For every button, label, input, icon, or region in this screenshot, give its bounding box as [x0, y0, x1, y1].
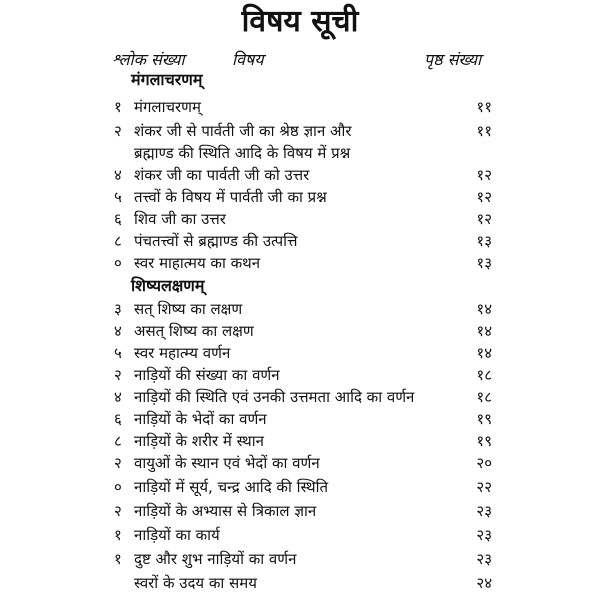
toc-serial: ६ — [114, 410, 122, 428]
toc-subject: मंगलाचरणम् — [134, 98, 201, 116]
toc-serial: २ — [114, 122, 122, 140]
toc-serial: १ — [114, 98, 122, 116]
toc-page-number: ११ — [476, 122, 492, 140]
toc-page-number: १३ — [476, 232, 492, 250]
toc-subject: स्वरों के उदय का समय — [134, 574, 257, 592]
toc-page-number: २२ — [476, 478, 492, 496]
toc-subject: असत् शिष्य का लक्षण — [134, 322, 254, 340]
toc-page-number: २३ — [476, 502, 492, 520]
toc-subject: नाड़ियों में सूर्य, चन्द्र आदि की स्थिति — [134, 478, 329, 496]
toc-page-number: २३ — [476, 526, 492, 544]
toc-subject: शंकर जी का पार्वती जी को उत्तर — [134, 166, 310, 184]
toc-page-number: १८ — [476, 388, 492, 406]
toc-subject: शंकर जी से पार्वती जी का श्रेष्ठ ज्ञान और — [134, 122, 352, 140]
toc-subject: स्वर माहात्मय का कथन — [134, 254, 261, 272]
toc-serial: ८ — [114, 432, 122, 450]
toc-subject: तत्त्वों के विषय में पार्वती जी का प्रश्न — [134, 188, 327, 206]
toc-page-number: १२ — [476, 188, 492, 206]
toc-serial: १ — [114, 526, 122, 544]
toc-serial: १ — [114, 550, 122, 568]
toc-page-number: १८ — [476, 366, 492, 384]
toc-page-number: ११ — [476, 98, 492, 116]
header-serial: श्लोक संख्या — [112, 50, 185, 69]
toc-subject: नाड़ियों के अभ्यास से त्रिकाल ज्ञान — [134, 502, 317, 520]
toc-page-number: १२ — [476, 166, 492, 184]
toc-page-number: २० — [476, 454, 492, 472]
section-heading: शिष्यलक्षणम् — [131, 276, 205, 295]
toc-subject: सत् शिष्य का लक्षण — [134, 300, 243, 318]
toc-subject: स्वर महात्म्य वर्णन — [134, 344, 231, 362]
toc-subject-continuation: ब्रह्माण्ड की स्थिति आदि के विषय में प्रश्न — [134, 144, 351, 162]
header-page: पृष्ठ संख्या — [424, 50, 482, 69]
header-subject: विषय — [232, 50, 264, 69]
toc-serial: ० — [114, 254, 122, 272]
toc-subject: नाड़ियों का कार्य — [134, 526, 220, 544]
toc-serial: ० — [114, 478, 122, 496]
toc-subject: शिव जी का उत्तर — [134, 210, 226, 228]
toc-page-number: १९ — [476, 410, 492, 428]
toc-serial: ८ — [114, 232, 122, 250]
toc-page-number: २३ — [476, 550, 492, 568]
toc-serial: ६ — [114, 210, 122, 228]
toc-page-number: १४ — [476, 322, 492, 340]
section-heading: मंगलाचरणम् — [131, 70, 203, 89]
toc-subject: नाड़ियों के शरीर में स्थान — [134, 432, 264, 450]
toc-serial: ४ — [114, 166, 122, 184]
toc-page-number: १४ — [476, 300, 492, 318]
toc-serial: ३ — [114, 300, 122, 318]
toc-page-number: १२ — [476, 210, 492, 228]
toc-page-number: १४ — [476, 344, 492, 362]
toc-subject: पंचतत्त्वों से ब्रह्माण्ड की उत्पत्ति — [134, 232, 298, 250]
toc-page-number: १९ — [476, 432, 492, 450]
toc-page-number: १३ — [476, 254, 492, 272]
toc-serial: २ — [114, 366, 122, 384]
toc-subject: नाड़ियों की स्थिति एवं उनकी उत्तमता आदि का वर्णन — [134, 388, 415, 406]
toc-serial: ४ — [114, 322, 122, 340]
page-title: विषय सूची — [241, 4, 359, 39]
toc-page-number: २४ — [476, 574, 492, 592]
toc-serial: ४ — [114, 388, 122, 406]
toc-subject: नाड़ियों की संख्या का वर्णन — [134, 366, 280, 384]
toc-serial: २ — [114, 502, 122, 520]
toc-subject: वायुओं के स्थान एवं भेदों का वर्णन — [134, 454, 320, 472]
toc-subject: दुष्ट और शुभ नाड़ियों का वर्णन — [134, 550, 297, 568]
toc-subject: नाड़ियों के भेदों का वर्णन — [134, 410, 267, 428]
toc-serial: ५ — [114, 344, 122, 362]
toc-serial: २ — [114, 454, 122, 472]
toc-serial: ५ — [114, 188, 122, 206]
